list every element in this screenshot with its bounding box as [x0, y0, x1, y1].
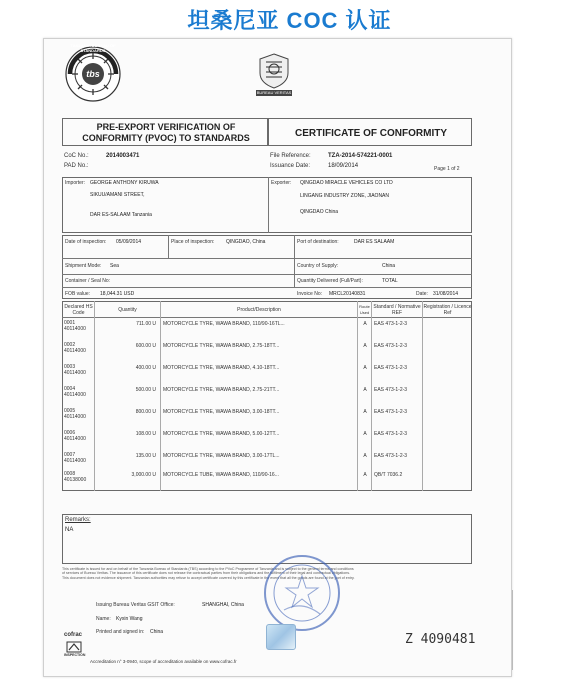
inspection-date-value: 05/09/2014: [116, 239, 142, 245]
quantity: 108.00 U: [135, 431, 156, 437]
table-row: [62, 342, 472, 364]
col-header-licence: Registration / Licence Ref: [423, 304, 472, 316]
cofrac-logo-icon: [66, 640, 82, 652]
importer-label: Importer:: [65, 180, 86, 186]
col-header-standard: Standard / Normative REF: [373, 304, 421, 316]
row-number: 0008: [64, 471, 76, 477]
table-row: [62, 430, 472, 452]
importer-name: GEORGE ANTHONY KIRUWA: [90, 180, 159, 186]
hologram-security-sticker: [266, 624, 296, 650]
signatory-name-value: Kyxin Wang: [116, 616, 143, 622]
hs-code: 40114000: [64, 458, 86, 464]
page-number: Page 1 of 2: [434, 166, 460, 172]
tbs-center-text: tbs: [86, 69, 100, 79]
exporter-city: QINGDAO China: [300, 209, 339, 215]
importer-street: SIKUU/AMANI STREET,: [90, 192, 145, 198]
coc-no-value: 2014003471: [106, 153, 140, 159]
row-number: 0001: [64, 320, 76, 326]
hs-code: 40138000: [64, 477, 87, 483]
importer-city: DAR ES-SALAAM Tanzania: [90, 212, 152, 218]
route: A: [363, 387, 367, 393]
fob-value: 18,044.31 USD: [100, 291, 135, 297]
remarks-label: Remarks:: [65, 517, 91, 523]
standard: EAS 473-1-2-3: [374, 409, 408, 415]
description: MOTORCYCLE TYRE, WAWA BRAND, 5.00-12TT...: [163, 431, 280, 437]
bureau-veritas-logo: [258, 53, 290, 97]
route: A: [363, 431, 367, 437]
quantity: 3,000.00 U: [131, 472, 156, 478]
standard: EAS 473-1-2-3: [374, 343, 408, 349]
tbs-logo: [64, 45, 122, 103]
row-number: 0005: [64, 408, 76, 414]
quantity: 500.00 U: [135, 387, 156, 393]
coc-title-box: [268, 118, 472, 146]
standard: EAS 473-1-2-3: [374, 453, 408, 459]
page-banner-title: 坦桑尼亚 COC 认证: [187, 8, 392, 33]
pad-no-label: PAD No.:: [64, 163, 89, 169]
route: A: [363, 409, 367, 415]
official-stamp-seal: [262, 552, 342, 634]
country-of-supply-label: Country of Supply:: [297, 263, 339, 269]
remarks-value: NA: [65, 527, 74, 533]
exporter-label: Exporter:: [271, 180, 292, 186]
quantity: 400.00 U: [135, 365, 156, 371]
shipment-mode-value: Sea: [110, 263, 119, 269]
standard: EAS 473-1-2-3: [374, 321, 408, 327]
quantity: 135.00 U: [135, 453, 156, 459]
printed-in-value: China: [150, 629, 164, 635]
pvoc-title: PRE-EXPORT VERIFICATION OF CONFORMITY (PVOC) TO STANDARDS: [82, 122, 250, 143]
issuing-office-value: SHANGHAI, China: [202, 602, 244, 608]
issuance-date-value: 18/09/2014: [328, 163, 359, 169]
issuance-date-label: Issuance Date:: [270, 163, 311, 169]
standard: EAS 473-1-2-3: [374, 431, 408, 437]
exporter-street: LINGANG INDUSTRY ZONE, JIAONAN: [300, 193, 389, 199]
coc-title: CERTIFICATE OF CONFORMITY: [294, 128, 448, 139]
standard: QB/T 7036.2: [374, 472, 403, 478]
route: A: [363, 472, 367, 478]
issuing-office-label: Issuing Bureau Veritas GSIT Office:: [96, 602, 175, 608]
cofrac-logo-text: cofrac: [64, 632, 83, 638]
row-number: 0002: [64, 342, 76, 348]
margin-edge-mark: [512, 590, 517, 670]
hs-code: 40114000: [64, 414, 86, 420]
bureau-veritas-text: BUREAU VERITAS: [256, 90, 292, 95]
row-number: 0004: [64, 386, 76, 392]
port-of-destination-value: DAR ES SALAAM: [354, 239, 395, 245]
description: MOTORCYCLE TYRE, WAWA BRAND, 3.00-18TT...: [163, 409, 280, 415]
country-of-supply-value: China: [382, 263, 396, 269]
hs-code: 40114000: [64, 370, 86, 376]
signatory-name-label: Name:: [96, 616, 111, 622]
table-row: [62, 408, 472, 430]
shipment-mode-label: Shipment Mode:: [65, 263, 102, 269]
quantity: 711.00 U: [136, 321, 156, 327]
cofrac-inspection-text: INSPECTION: [64, 653, 86, 657]
file-reference-label: File Reference:: [270, 153, 311, 159]
description: MOTORCYCLE TYRE, WAWA BRAND, 2.75-21TT...: [163, 387, 280, 393]
route: A: [363, 365, 367, 371]
route: A: [363, 321, 367, 327]
certificate-sheet: [43, 38, 512, 677]
invoice-no-value: MRCL20140831: [329, 291, 366, 297]
table-row: [62, 386, 472, 408]
place-of-inspection-label: Place of inspection:: [171, 239, 215, 245]
quantity: 600.00 U: [135, 343, 156, 349]
description: MOTORCYCLE TYRE, WAWA BRAND, 4.10-18TT...: [163, 365, 280, 371]
standard: EAS 473-1-2-3: [374, 387, 408, 393]
invoice-date-value: 31/08/2014: [433, 291, 459, 297]
route: A: [363, 453, 367, 459]
container-seal-label: Container / Seal No:: [65, 278, 111, 284]
hs-code: 40114000: [64, 326, 86, 332]
invoice-date-label: Date:: [416, 291, 428, 297]
hs-code: 40114000: [64, 436, 86, 442]
hs-code: 40114000: [64, 392, 86, 398]
table-row: [62, 320, 472, 342]
tbs-ring-text: TANZANIA BUREAU OF STANDARDS: [70, 43, 116, 53]
inspection-date-label: Date of inspection:: [65, 239, 107, 245]
row-number: 0003: [64, 364, 76, 370]
accreditation-note: Accreditation n° 3-0940, scope of accreditation available on www.cofrac.fr: [90, 659, 237, 664]
row-number: 0006: [64, 430, 76, 436]
coc-no-label: CoC No.:: [64, 153, 89, 159]
hs-code: 40114000: [64, 348, 86, 354]
port-of-destination-label: Port of destination:: [297, 239, 339, 245]
quantity-delivered-value: TOTAL: [382, 278, 398, 284]
table-row: [62, 471, 472, 493]
quantity-delivered-label: Quantity Delivered (Full/Part):: [297, 278, 363, 284]
file-reference-value: TZA-2014-574221-0001: [328, 153, 393, 159]
fob-value-label: FOB value:: [65, 291, 91, 297]
pvoc-title-box: [62, 118, 268, 146]
description: MOTORCYCLE TYRE, WAWA BRAND, 2.75-18TT...: [163, 343, 280, 349]
quantity: 800.00 U: [135, 409, 156, 415]
route: A: [363, 343, 367, 349]
printed-in-label: Printed and signed in:: [96, 629, 145, 635]
col-header-route: Route Used: [359, 304, 370, 315]
terms-fineprint: This certificate is issued for and on behalf of the Tanzania Bureau of Standards (TBS) according to the PVoC Programme of Tanzania and is subject to the general terms and conditions of services of Bureau Veritas. The issuance of this certificate does not release the contractual parties from their obligations and the fulfilment of their legal and contractual obligations. This document does not evidence shipment. Tanzanian authorities may refuse to accept certificate covered by this certificate in the event that all the goods are found at the port of entry.: [62, 567, 355, 580]
description: MOTORCYCLE TUBE, WAWA BRAND, 110/90-16...: [163, 472, 279, 478]
invoice-no-label: Invoice No:: [297, 291, 323, 297]
table-row: [62, 364, 472, 386]
description: MOTORCYCLE TYRE, WAWA BRAND, 110/90-16TL...: [163, 321, 285, 327]
description: MOTORCYCLE TYRE, WAWA BRAND, 3.00-17TL...: [163, 453, 280, 459]
col-header-description: Product/Description: [237, 307, 281, 313]
row-number: 0007: [64, 452, 76, 458]
standard: EAS 473-1-2-3: [374, 365, 408, 371]
col-header-quantity: Quantity: [118, 307, 137, 313]
col-header-hs-code: Declared HS Code: [64, 304, 93, 316]
serial-number: Z 4090481: [405, 632, 476, 647]
exporter-name: QINGDAO MIRACLE VEHICLES CO LTD: [300, 180, 393, 186]
place-of-inspection-value: QINGDAO, China: [226, 239, 266, 245]
